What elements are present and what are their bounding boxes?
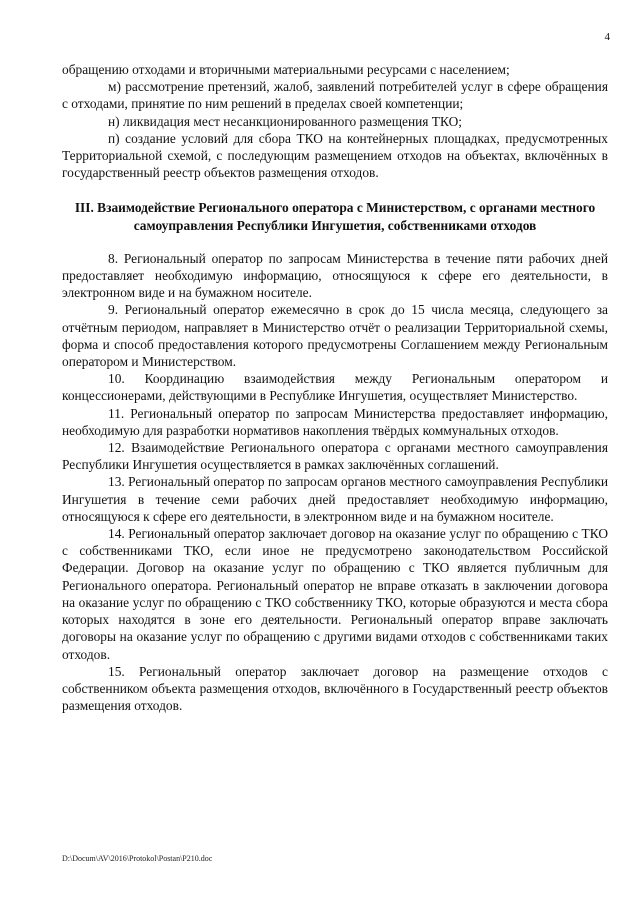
- document-body: [62, 61, 608, 714]
- paragraph: 10. Координацию взаимодействия между Региональным оператором и концессионерами, действующими в Республике Ингушетия, осуществляет Министерство.: [62, 371, 608, 404]
- paragraph: обращению отходами и вторичными материальными ресурсами с населением;: [62, 62, 510, 77]
- page-number: 4: [604, 31, 610, 43]
- paragraph: 15. Региональный оператор заключает договор на размещение отходов с собственником объекта размещения отходов, включённого в Государственный реестр объектов размещения отходов.: [62, 663, 608, 714]
- paragraph: 8. Региональный оператор по запросам Министерства в течение пяти рабочих дней предоставляет необходимую информацию, относящуюся к сфере его деятельности, в электронном виде и на бумажном носителе.: [62, 250, 608, 301]
- file-path-footer: D:\Docum\AV\2016\Protokol\Postan\P210.doc: [62, 854, 213, 863]
- paragraph: м) рассмотрение претензий, жалоб, заявлений потребителей услуг в сфере обращения с отходами, принятие по ним решений в пределах своей компетенции;: [62, 79, 608, 112]
- paragraph: 12. Взаимодействие Регионального оператора с органами местного самоуправления Республики Ингушетия осуществляется в рамках заключённых соглашений.: [62, 440, 608, 473]
- paragraph: 11. Региональный оператор по запросам Министерства предоставляет информацию, необходимую для разработки нормативов накопления твёрдых коммунальных отходов.: [62, 405, 608, 438]
- paragraph: 9. Региональный оператор ежемесячно в срок до 15 числа месяца, следующего за отчётным периодом, направляет в Министерство отчёт о реализации Территориальной схемы, форма и способ предоставления которого предусмотрены Соглашением между Региональным оператором и Министерством.: [62, 302, 608, 370]
- paragraph: 13. Региональный оператор по запросам органов местного самоуправления Республики Ингушетия в течение семи рабочих дней предоставляет необходимую информацию, относящуюся к сфере его деятельности, в электронном виде и на бумажном носителе.: [62, 474, 608, 524]
- paragraph: п) создание условий для сбора ТКО на контейнерных площадках, предусмотренных Территориальной схемой, с последующим размещением отходов на объектах, включённых в государственный реестр объектов размещения отходов.: [62, 130, 608, 181]
- paragraph: н) ликвидация мест несанкционированного размещения ТКО;: [108, 113, 462, 129]
- paragraph: 14. Региональный оператор заключает договор на оказание услуг по обращению с ТКО с собственниками ТКО, если иное не предусмотрено законодательством Российской Федерации. Договор на оказание услуг по обращению с ТКО является публичным для Регионального оператора. Региональный оператор не вправе отказать в заключении договора на оказание услуг по обращению с ТКО собственнику ТКО, которые образуются и места сбора которых находятся в зоне его деятельности. Региональный оператор вправе заключать договоры на оказание услуг по обращению с другими видами отходов с собственниками таких отходов.: [62, 526, 608, 662]
- section-heading: III. Взаимодействие Регионального оператора с Министерством, с органами местного самоуправления Республики Ингушетия, собственниками отходов: [74, 200, 596, 233]
